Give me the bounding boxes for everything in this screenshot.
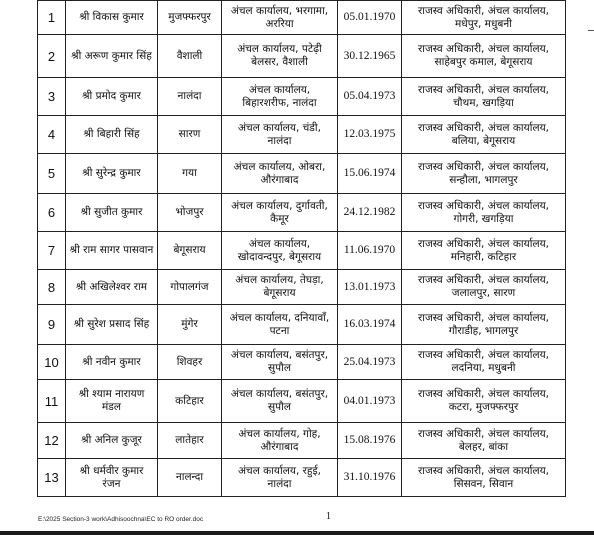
home-district-cell: नालंदा [158,78,222,116]
table-row [38,270,566,305]
employee-name-cell: श्री सुजीत कुमार [66,194,158,232]
table-row [38,305,566,345]
date-cell: 11.06.1970 [338,232,402,270]
new-posting-cell: राजस्व अधिकारी, अंचल कार्यालय, सिसवन, सिवान [402,459,566,497]
home-district-cell: सारण [158,116,222,154]
current-office-cell: अंचल कार्यालय, भरगामा, अररिया [222,1,338,35]
current-office-cell: अंचल कार्यालय, पटेढ़ी बेलसर, वैशाली [222,35,338,78]
serial-number-cell: 6 [38,194,66,232]
serial-number-cell: 1 [38,1,66,35]
table-row [38,78,566,116]
serial-number-cell: 9 [38,305,66,345]
table-row [38,1,566,35]
date-cell: 16.03.1974 [338,305,402,345]
new-posting-cell: राजस्व अधिकारी, अंचल कार्यालय, जलालपुर, सारण [402,270,566,305]
table-row [38,345,566,380]
current-office-cell: अंचल कार्यालय, खोदावन्दपुर, बेगूसराय [222,232,338,270]
serial-number-cell: 11 [38,380,66,423]
employee-name-cell: श्री प्रमोद कुमार [66,78,158,116]
employee-name-cell: श्री राम सागर पासवान [66,232,158,270]
table-row [38,35,566,78]
employee-name-cell: श्री अनिल कुजूर [66,423,158,459]
date-cell: 05.04.1973 [338,78,402,116]
current-office-cell: अंचल कार्यालय, गोह, औरंगाबाद [222,423,338,459]
new-posting-cell: राजस्व अधिकारी, अंचल कार्यालय, चौथम, खगड़िया [402,78,566,116]
current-office-cell: अंचल कार्यालय, तेघड़ा, बेगूसराय [222,270,338,305]
employee-name-cell: श्री विकास कुमार [66,1,158,35]
employee-name-cell: श्री अरूण कुमार सिंह [66,35,158,78]
new-posting-cell: राजस्व अधिकारी, अंचल कार्यालय, गोगरी, खगड़िया [402,194,566,232]
serial-number-cell: 7 [38,232,66,270]
date-cell: 13.01.1973 [338,270,402,305]
table-row [38,116,566,154]
margin-mark [588,30,594,31]
new-posting-cell: राजस्व अधिकारी, अंचल कार्यालय, लदनिया, मधुबनी [402,345,566,380]
current-office-cell: अंचल कार्यालय, दुर्गावती, कैमूर [222,194,338,232]
scan-edge [0,531,594,535]
table-row [38,459,566,497]
current-office-cell: अंचल कार्यालय, रहुई, नालंदा [222,459,338,497]
new-posting-cell: राजस्व अधिकारी, अंचल कार्यालय, सन्हौला, भागलपुर [402,154,566,194]
date-cell: 25.04.1973 [338,345,402,380]
table-row [38,154,566,194]
employee-name-cell: श्री सुरेन्द्र कुमार [66,154,158,194]
current-office-cell: अंचल कार्यालय, बसंतपुर, सुपौल [222,345,338,380]
new-posting-cell: राजस्व अधिकारी, अंचल कार्यालय, बेलहर, बांका [402,423,566,459]
home-district-cell: नालन्दा [158,459,222,497]
home-district-cell: भोजपुर [158,194,222,232]
serial-number-cell: 3 [38,78,66,116]
serial-number-cell: 8 [38,270,66,305]
employee-name-cell: श्री अखिलेश्वर राम [66,270,158,305]
date-cell: 15.06.1974 [338,154,402,194]
home-district-cell: मुंगेर [158,305,222,345]
serial-number-cell: 2 [38,35,66,78]
home-district-cell: वैशाली [158,35,222,78]
date-cell: 04.01.1973 [338,380,402,423]
employee-name-cell: श्री सुरेश प्रसाद सिंह [66,305,158,345]
new-posting-cell: राजस्व अधिकारी, अंचल कार्यालय, मधेपुर, मधुबनी [402,1,566,35]
new-posting-cell: राजस्व अधिकारी, अंचल कार्यालय, कटरा, मुजफ्फरपुर [402,380,566,423]
current-office-cell: अंचल कार्यालय, चंडी, नालंदा [222,116,338,154]
transfer-table [37,0,566,497]
employee-name-cell: श्री बिहारी सिंह [66,116,158,154]
serial-number-cell: 13 [38,459,66,497]
home-district-cell: कटिहार [158,380,222,423]
home-district-cell: मुजफ्फरपुर [158,1,222,35]
date-cell: 12.03.1975 [338,116,402,154]
table-row [38,194,566,232]
date-cell: 05.01.1970 [338,1,402,35]
employee-name-cell: श्री धर्मवीर कुमार रंजन [66,459,158,497]
serial-number-cell: 12 [38,423,66,459]
new-posting-cell: राजस्व अधिकारी, अंचल कार्यालय, मनिहारी, कटिहार [402,232,566,270]
new-posting-cell: राजस्व अधिकारी, अंचल कार्यालय, गौराडीह, भागलपुर [402,305,566,345]
page-number: 1 [326,511,331,522]
current-office-cell: अंचल कार्यालय, बसंतपुर, सुपौल [222,380,338,423]
table-row [38,423,566,459]
current-office-cell: अंचल कार्यालय, ओबरा, औरंगाबाद [222,154,338,194]
footer-file-path: E:\2025 Section-3 work\Adhisoochna\EC to RO order.doc [38,516,204,523]
home-district-cell: बेगूसराय [158,232,222,270]
date-cell: 15.08.1976 [338,423,402,459]
employee-name-cell: श्री श्याम नारायण मंडल [66,380,158,423]
serial-number-cell: 10 [38,345,66,380]
current-office-cell: अंचल कार्यालय, दनियावाँ, पटना [222,305,338,345]
home-district-cell: गया [158,154,222,194]
home-district-cell: गोपालगंज [158,270,222,305]
date-cell: 31.10.1976 [338,459,402,497]
date-cell: 30.12.1965 [338,35,402,78]
new-posting-cell: राजस्व अधिकारी, अंचल कार्यालय, साहेबपुर कमाल, बेगूसराय [402,35,566,78]
home-district-cell: शिवहर [158,345,222,380]
home-district-cell: लातेहार [158,423,222,459]
current-office-cell: अंचल कार्यालय, बिहारशरीफ, नालंदा [222,78,338,116]
table-row [38,232,566,270]
table-body [38,1,566,497]
serial-number-cell: 5 [38,154,66,194]
serial-number-cell: 4 [38,116,66,154]
date-cell: 24.12.1982 [338,194,402,232]
employee-name-cell: श्री नवीन कुमार [66,345,158,380]
new-posting-cell: राजस्व अधिकारी, अंचल कार्यालय, बलिया, बेगूसराय [402,116,566,154]
table-row [38,380,566,423]
